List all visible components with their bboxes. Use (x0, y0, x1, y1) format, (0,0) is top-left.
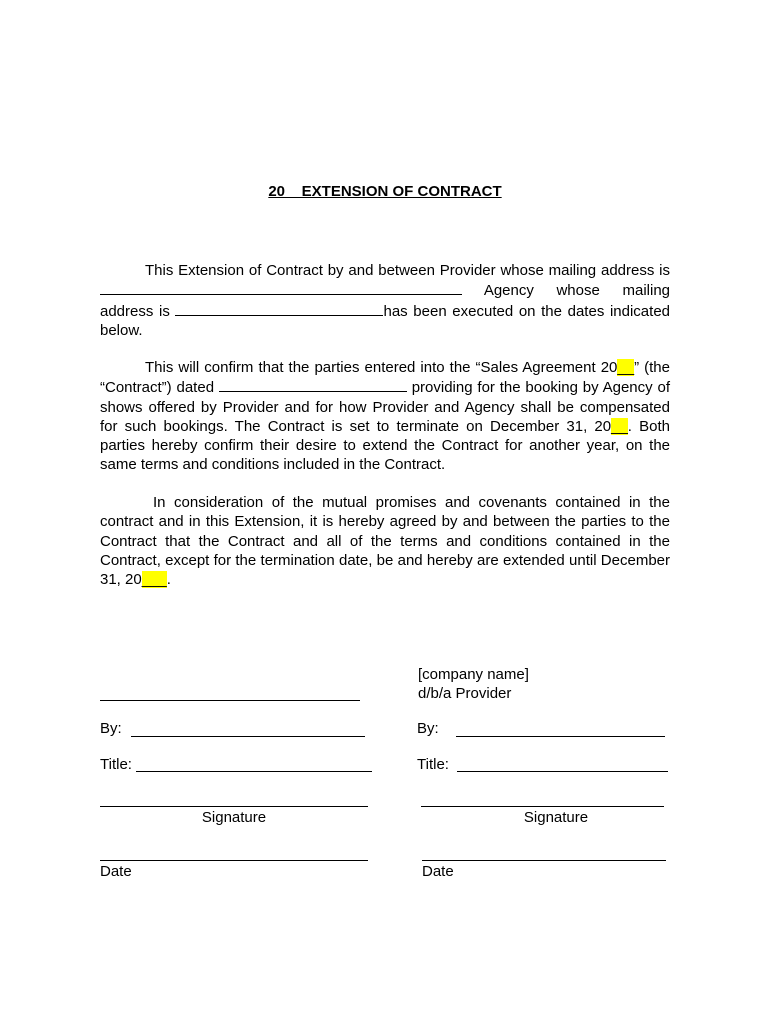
by-line-right[interactable] (456, 736, 665, 737)
termination-year-blank[interactable]: __ (611, 417, 628, 435)
date-line-left[interactable] (100, 860, 368, 861)
company-name-label: [company name] (418, 666, 529, 683)
signature-line-left[interactable] (100, 806, 368, 807)
agency-address-blank[interactable] (175, 301, 383, 316)
consideration-text-a: In consideration of the mutual promises and covenants contained in the contract and in this Extension, it is hereby agreed by and between the parties to the Contract that the Contract and all of the terms and conditions contained in the Contract, except for the termination date, be and hereby are extended until December 31, 20 (100, 494, 670, 589)
confirm-text-a: This will confirm that the parties entered into the “Sales Agreement 20 (145, 359, 618, 376)
confirm-text-e: . Both parties hereby confirm their desire to extend the Contract for another year, on the same terms and conditions included in the Contract. (100, 417, 670, 474)
paragraph-consideration (100, 493, 670, 589)
extension-year-blank[interactable]: ___ (141, 571, 167, 589)
signature-line-right[interactable] (421, 806, 664, 807)
by-label-left: By: (100, 720, 122, 737)
agency-text: Agency whose (483, 282, 600, 300)
provider-address-blank[interactable] (100, 280, 462, 295)
parties-intro-text: This Extension of Contract by and between Provider whose mailing address is (145, 262, 670, 279)
executed-text: has been executed on the dates indicated below. (100, 302, 670, 339)
paragraph-parties (100, 261, 670, 340)
title-label-right: Title: (417, 756, 449, 773)
paragraph-confirmation (100, 358, 670, 475)
date-label-left: Date (100, 863, 132, 880)
sales-agreement-year-blank[interactable]: __ (617, 359, 635, 376)
title-line-right[interactable] (457, 771, 668, 772)
dba-provider-label: d/b/a Provider (418, 685, 512, 702)
confirm-text-d: providing for the booking by Agency of shows offered by Provider and for how Provider and Agency shall be compensated for such bookings. The Contract is set to terminate on December 31, 20 (100, 379, 670, 435)
confirm-text-b: ” (634, 359, 640, 376)
date-line-right[interactable] (422, 860, 666, 861)
contract-date-blank[interactable] (219, 377, 407, 392)
confirm-text-c: (the “Contract”) dated (100, 359, 670, 397)
date-label-right: Date (422, 863, 454, 880)
title-line-left[interactable] (136, 771, 372, 772)
signature-label-right: Signature (523, 809, 589, 826)
by-line-left[interactable] (131, 736, 365, 737)
consideration-text-b: . (166, 571, 171, 589)
title-label-left: Title: (100, 756, 132, 773)
document-title: 20 EXTENSION OF CONTRACT (268, 183, 502, 200)
by-label-right: By: (417, 720, 439, 737)
signature-label-left: Signature (201, 809, 267, 826)
mailing-text: mailing address is (100, 282, 671, 320)
agency-name-line[interactable] (100, 700, 360, 701)
